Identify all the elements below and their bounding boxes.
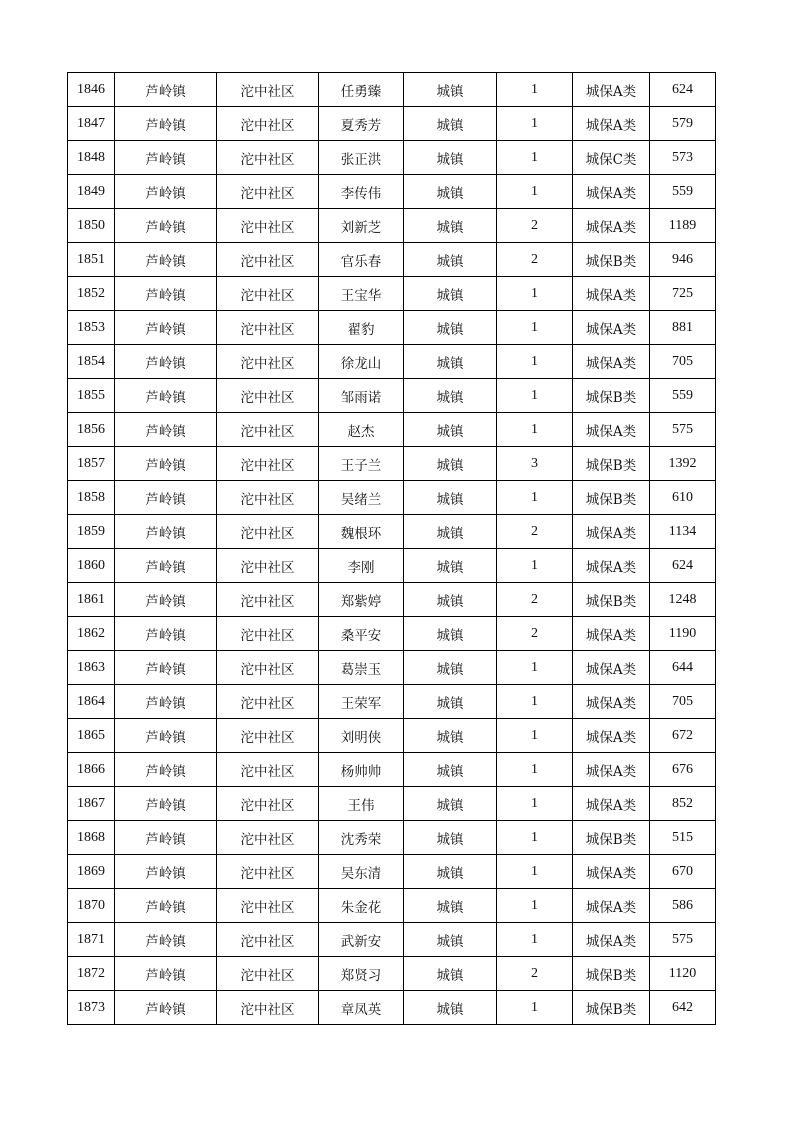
household-count-cell: 1 bbox=[497, 787, 573, 821]
area-type-cell: 城镇 bbox=[404, 413, 497, 447]
area-type-cell: 城镇 bbox=[404, 583, 497, 617]
category-cell: 城保A类 bbox=[573, 345, 650, 379]
category-cell: 城保B类 bbox=[573, 243, 650, 277]
town-cell: 芦岭镇 bbox=[115, 753, 217, 787]
community-cell: 沱中社区 bbox=[217, 345, 319, 379]
name-cell: 王子兰 bbox=[319, 447, 404, 481]
household-count-cell: 2 bbox=[497, 209, 573, 243]
row-number-cell: 1855 bbox=[68, 379, 115, 413]
table-row bbox=[68, 821, 716, 855]
town-cell: 芦岭镇 bbox=[115, 719, 217, 753]
area-type-cell: 城镇 bbox=[404, 617, 497, 651]
name-cell: 吴绪兰 bbox=[319, 481, 404, 515]
household-count-cell: 1 bbox=[497, 719, 573, 753]
table-row bbox=[68, 107, 716, 141]
community-cell: 沱中社区 bbox=[217, 923, 319, 957]
name-cell: 邹雨诺 bbox=[319, 379, 404, 413]
name-cell: 王伟 bbox=[319, 787, 404, 821]
row-number-cell: 1865 bbox=[68, 719, 115, 753]
household-count-cell: 1 bbox=[497, 107, 573, 141]
name-cell: 夏秀芳 bbox=[319, 107, 404, 141]
row-number-cell: 1868 bbox=[68, 821, 115, 855]
table-row bbox=[68, 175, 716, 209]
amount-cell: 575 bbox=[650, 923, 716, 957]
household-count-cell: 1 bbox=[497, 753, 573, 787]
town-cell: 芦岭镇 bbox=[115, 787, 217, 821]
household-count-cell: 1 bbox=[497, 141, 573, 175]
area-type-cell: 城镇 bbox=[404, 73, 497, 107]
community-cell: 沱中社区 bbox=[217, 73, 319, 107]
amount-cell: 579 bbox=[650, 107, 716, 141]
amount-cell: 642 bbox=[650, 991, 716, 1025]
community-cell: 沱中社区 bbox=[217, 243, 319, 277]
community-cell: 沱中社区 bbox=[217, 515, 319, 549]
household-count-cell: 1 bbox=[497, 175, 573, 209]
household-count-cell: 1 bbox=[497, 991, 573, 1025]
row-number-cell: 1850 bbox=[68, 209, 115, 243]
amount-cell: 644 bbox=[650, 651, 716, 685]
category-cell: 城保A类 bbox=[573, 719, 650, 753]
area-type-cell: 城镇 bbox=[404, 821, 497, 855]
category-cell: 城保B类 bbox=[573, 583, 650, 617]
row-number-cell: 1866 bbox=[68, 753, 115, 787]
row-number-cell: 1853 bbox=[68, 311, 115, 345]
name-cell: 刘新芝 bbox=[319, 209, 404, 243]
amount-cell: 852 bbox=[650, 787, 716, 821]
name-cell: 徐龙山 bbox=[319, 345, 404, 379]
amount-cell: 725 bbox=[650, 277, 716, 311]
town-cell: 芦岭镇 bbox=[115, 855, 217, 889]
town-cell: 芦岭镇 bbox=[115, 209, 217, 243]
row-number-cell: 1859 bbox=[68, 515, 115, 549]
row-number-cell: 1852 bbox=[68, 277, 115, 311]
household-count-cell: 1 bbox=[497, 549, 573, 583]
area-type-cell: 城镇 bbox=[404, 685, 497, 719]
table-row bbox=[68, 73, 716, 107]
town-cell: 芦岭镇 bbox=[115, 243, 217, 277]
category-cell: 城保B类 bbox=[573, 821, 650, 855]
name-cell: 李刚 bbox=[319, 549, 404, 583]
table-row bbox=[68, 719, 716, 753]
amount-cell: 624 bbox=[650, 549, 716, 583]
category-cell: 城保A类 bbox=[573, 413, 650, 447]
household-count-cell: 1 bbox=[497, 889, 573, 923]
community-cell: 沱中社区 bbox=[217, 481, 319, 515]
community-cell: 沱中社区 bbox=[217, 889, 319, 923]
household-count-cell: 1 bbox=[497, 481, 573, 515]
name-cell: 武新安 bbox=[319, 923, 404, 957]
community-cell: 沱中社区 bbox=[217, 991, 319, 1025]
amount-cell: 881 bbox=[650, 311, 716, 345]
table-row bbox=[68, 923, 716, 957]
table-row bbox=[68, 447, 716, 481]
town-cell: 芦岭镇 bbox=[115, 515, 217, 549]
community-cell: 沱中社区 bbox=[217, 855, 319, 889]
town-cell: 芦岭镇 bbox=[115, 685, 217, 719]
community-cell: 沱中社区 bbox=[217, 685, 319, 719]
area-type-cell: 城镇 bbox=[404, 753, 497, 787]
town-cell: 芦岭镇 bbox=[115, 277, 217, 311]
category-cell: 城保A类 bbox=[573, 753, 650, 787]
area-type-cell: 城镇 bbox=[404, 243, 497, 277]
community-cell: 沱中社区 bbox=[217, 379, 319, 413]
row-number-cell: 1848 bbox=[68, 141, 115, 175]
community-cell: 沱中社区 bbox=[217, 651, 319, 685]
town-cell: 芦岭镇 bbox=[115, 447, 217, 481]
area-type-cell: 城镇 bbox=[404, 481, 497, 515]
name-cell: 葛崇玉 bbox=[319, 651, 404, 685]
town-cell: 芦岭镇 bbox=[115, 923, 217, 957]
category-cell: 城保A类 bbox=[573, 73, 650, 107]
community-cell: 沱中社区 bbox=[217, 753, 319, 787]
area-type-cell: 城镇 bbox=[404, 379, 497, 413]
table-row bbox=[68, 617, 716, 651]
name-cell: 李传伟 bbox=[319, 175, 404, 209]
table-body bbox=[68, 73, 716, 1025]
amount-cell: 946 bbox=[650, 243, 716, 277]
amount-cell: 1392 bbox=[650, 447, 716, 481]
community-cell: 沱中社区 bbox=[217, 447, 319, 481]
table-row bbox=[68, 515, 716, 549]
area-type-cell: 城镇 bbox=[404, 345, 497, 379]
row-number-cell: 1862 bbox=[68, 617, 115, 651]
name-cell: 魏根环 bbox=[319, 515, 404, 549]
amount-cell: 1248 bbox=[650, 583, 716, 617]
row-number-cell: 1861 bbox=[68, 583, 115, 617]
name-cell: 王荣军 bbox=[319, 685, 404, 719]
household-count-cell: 2 bbox=[497, 583, 573, 617]
name-cell: 郑紫婷 bbox=[319, 583, 404, 617]
row-number-cell: 1846 bbox=[68, 73, 115, 107]
amount-cell: 676 bbox=[650, 753, 716, 787]
category-cell: 城保A类 bbox=[573, 617, 650, 651]
table-row bbox=[68, 889, 716, 923]
category-cell: 城保B类 bbox=[573, 379, 650, 413]
town-cell: 芦岭镇 bbox=[115, 651, 217, 685]
table-row bbox=[68, 413, 716, 447]
row-number-cell: 1847 bbox=[68, 107, 115, 141]
area-type-cell: 城镇 bbox=[404, 889, 497, 923]
name-cell: 任勇臻 bbox=[319, 73, 404, 107]
category-cell: 城保A类 bbox=[573, 515, 650, 549]
name-cell: 章凤英 bbox=[319, 991, 404, 1025]
area-type-cell: 城镇 bbox=[404, 515, 497, 549]
table-row bbox=[68, 855, 716, 889]
table-row bbox=[68, 753, 716, 787]
row-number-cell: 1867 bbox=[68, 787, 115, 821]
amount-cell: 559 bbox=[650, 379, 716, 413]
table-row bbox=[68, 583, 716, 617]
area-type-cell: 城镇 bbox=[404, 719, 497, 753]
category-cell: 城保A类 bbox=[573, 685, 650, 719]
amount-cell: 672 bbox=[650, 719, 716, 753]
household-count-cell: 1 bbox=[497, 413, 573, 447]
row-number-cell: 1864 bbox=[68, 685, 115, 719]
category-cell: 城保C类 bbox=[573, 141, 650, 175]
household-count-cell: 2 bbox=[497, 243, 573, 277]
area-type-cell: 城镇 bbox=[404, 141, 497, 175]
community-cell: 沱中社区 bbox=[217, 209, 319, 243]
area-type-cell: 城镇 bbox=[404, 957, 497, 991]
area-type-cell: 城镇 bbox=[404, 787, 497, 821]
town-cell: 芦岭镇 bbox=[115, 345, 217, 379]
area-type-cell: 城镇 bbox=[404, 175, 497, 209]
table-row bbox=[68, 651, 716, 685]
area-type-cell: 城镇 bbox=[404, 311, 497, 345]
community-cell: 沱中社区 bbox=[217, 821, 319, 855]
household-count-cell: 3 bbox=[497, 447, 573, 481]
household-count-cell: 1 bbox=[497, 277, 573, 311]
row-number-cell: 1849 bbox=[68, 175, 115, 209]
amount-cell: 1189 bbox=[650, 209, 716, 243]
area-type-cell: 城镇 bbox=[404, 549, 497, 583]
name-cell: 沈秀荣 bbox=[319, 821, 404, 855]
community-cell: 沱中社区 bbox=[217, 617, 319, 651]
community-cell: 沱中社区 bbox=[217, 787, 319, 821]
town-cell: 芦岭镇 bbox=[115, 175, 217, 209]
town-cell: 芦岭镇 bbox=[115, 549, 217, 583]
category-cell: 城保B类 bbox=[573, 957, 650, 991]
town-cell: 芦岭镇 bbox=[115, 583, 217, 617]
category-cell: 城保A类 bbox=[573, 311, 650, 345]
row-number-cell: 1870 bbox=[68, 889, 115, 923]
row-number-cell: 1873 bbox=[68, 991, 115, 1025]
category-cell: 城保A类 bbox=[573, 549, 650, 583]
row-number-cell: 1869 bbox=[68, 855, 115, 889]
household-count-cell: 2 bbox=[497, 515, 573, 549]
name-cell: 郑贤习 bbox=[319, 957, 404, 991]
category-cell: 城保A类 bbox=[573, 787, 650, 821]
community-cell: 沱中社区 bbox=[217, 311, 319, 345]
row-number-cell: 1857 bbox=[68, 447, 115, 481]
name-cell: 翟豹 bbox=[319, 311, 404, 345]
amount-cell: 705 bbox=[650, 345, 716, 379]
amount-cell: 573 bbox=[650, 141, 716, 175]
row-number-cell: 1872 bbox=[68, 957, 115, 991]
row-number-cell: 1863 bbox=[68, 651, 115, 685]
category-cell: 城保B类 bbox=[573, 991, 650, 1025]
table-row bbox=[68, 243, 716, 277]
town-cell: 芦岭镇 bbox=[115, 107, 217, 141]
town-cell: 芦岭镇 bbox=[115, 311, 217, 345]
town-cell: 芦岭镇 bbox=[115, 617, 217, 651]
household-count-cell: 1 bbox=[497, 685, 573, 719]
community-cell: 沱中社区 bbox=[217, 583, 319, 617]
category-cell: 城保B类 bbox=[573, 447, 650, 481]
name-cell: 杨帅帅 bbox=[319, 753, 404, 787]
name-cell: 刘明侠 bbox=[319, 719, 404, 753]
category-cell: 城保A类 bbox=[573, 923, 650, 957]
household-count-cell: 1 bbox=[497, 855, 573, 889]
table-row bbox=[68, 481, 716, 515]
amount-cell: 586 bbox=[650, 889, 716, 923]
amount-cell: 1190 bbox=[650, 617, 716, 651]
amount-cell: 670 bbox=[650, 855, 716, 889]
household-count-cell: 1 bbox=[497, 923, 573, 957]
household-count-cell: 1 bbox=[497, 821, 573, 855]
town-cell: 芦岭镇 bbox=[115, 889, 217, 923]
category-cell: 城保A类 bbox=[573, 855, 650, 889]
household-count-cell: 1 bbox=[497, 651, 573, 685]
amount-cell: 1134 bbox=[650, 515, 716, 549]
town-cell: 芦岭镇 bbox=[115, 991, 217, 1025]
area-type-cell: 城镇 bbox=[404, 923, 497, 957]
household-count-cell: 2 bbox=[497, 957, 573, 991]
name-cell: 官乐春 bbox=[319, 243, 404, 277]
community-cell: 沱中社区 bbox=[217, 719, 319, 753]
community-cell: 沱中社区 bbox=[217, 141, 319, 175]
household-count-cell: 1 bbox=[497, 311, 573, 345]
category-cell: 城保A类 bbox=[573, 107, 650, 141]
row-number-cell: 1858 bbox=[68, 481, 115, 515]
row-number-cell: 1851 bbox=[68, 243, 115, 277]
name-cell: 朱金花 bbox=[319, 889, 404, 923]
town-cell: 芦岭镇 bbox=[115, 413, 217, 447]
area-type-cell: 城镇 bbox=[404, 651, 497, 685]
category-cell: 城保A类 bbox=[573, 175, 650, 209]
community-cell: 沱中社区 bbox=[217, 277, 319, 311]
community-cell: 沱中社区 bbox=[217, 175, 319, 209]
amount-cell: 610 bbox=[650, 481, 716, 515]
area-type-cell: 城镇 bbox=[404, 855, 497, 889]
amount-cell: 559 bbox=[650, 175, 716, 209]
row-number-cell: 1856 bbox=[68, 413, 115, 447]
area-type-cell: 城镇 bbox=[404, 277, 497, 311]
category-cell: 城保A类 bbox=[573, 209, 650, 243]
amount-cell: 705 bbox=[650, 685, 716, 719]
table-row bbox=[68, 957, 716, 991]
town-cell: 芦岭镇 bbox=[115, 957, 217, 991]
town-cell: 芦岭镇 bbox=[115, 481, 217, 515]
category-cell: 城保B类 bbox=[573, 481, 650, 515]
name-cell: 张正洪 bbox=[319, 141, 404, 175]
community-cell: 沱中社区 bbox=[217, 413, 319, 447]
name-cell: 吴东清 bbox=[319, 855, 404, 889]
household-count-cell: 2 bbox=[497, 617, 573, 651]
row-number-cell: 1860 bbox=[68, 549, 115, 583]
area-type-cell: 城镇 bbox=[404, 209, 497, 243]
table-row bbox=[68, 277, 716, 311]
category-cell: 城保A类 bbox=[573, 651, 650, 685]
amount-cell: 515 bbox=[650, 821, 716, 855]
amount-cell: 575 bbox=[650, 413, 716, 447]
town-cell: 芦岭镇 bbox=[115, 379, 217, 413]
table-row bbox=[68, 787, 716, 821]
row-number-cell: 1871 bbox=[68, 923, 115, 957]
table-row bbox=[68, 345, 716, 379]
name-cell: 王宝华 bbox=[319, 277, 404, 311]
table-row bbox=[68, 991, 716, 1025]
category-cell: 城保A类 bbox=[573, 277, 650, 311]
town-cell: 芦岭镇 bbox=[115, 821, 217, 855]
category-cell: 城保A类 bbox=[573, 889, 650, 923]
table-row bbox=[68, 141, 716, 175]
name-cell: 桑平安 bbox=[319, 617, 404, 651]
area-type-cell: 城镇 bbox=[404, 107, 497, 141]
table-row bbox=[68, 379, 716, 413]
town-cell: 芦岭镇 bbox=[115, 141, 217, 175]
table-row bbox=[68, 685, 716, 719]
table-row bbox=[68, 209, 716, 243]
table-row bbox=[68, 549, 716, 583]
amount-cell: 1120 bbox=[650, 957, 716, 991]
area-type-cell: 城镇 bbox=[404, 991, 497, 1025]
town-cell: 芦岭镇 bbox=[115, 73, 217, 107]
table-row bbox=[68, 311, 716, 345]
amount-cell: 624 bbox=[650, 73, 716, 107]
name-cell: 赵杰 bbox=[319, 413, 404, 447]
community-cell: 沱中社区 bbox=[217, 957, 319, 991]
community-cell: 沱中社区 bbox=[217, 107, 319, 141]
subsidy-roster-table bbox=[67, 72, 716, 1025]
household-count-cell: 1 bbox=[497, 345, 573, 379]
row-number-cell: 1854 bbox=[68, 345, 115, 379]
community-cell: 沱中社区 bbox=[217, 549, 319, 583]
household-count-cell: 1 bbox=[497, 73, 573, 107]
area-type-cell: 城镇 bbox=[404, 447, 497, 481]
household-count-cell: 1 bbox=[497, 379, 573, 413]
